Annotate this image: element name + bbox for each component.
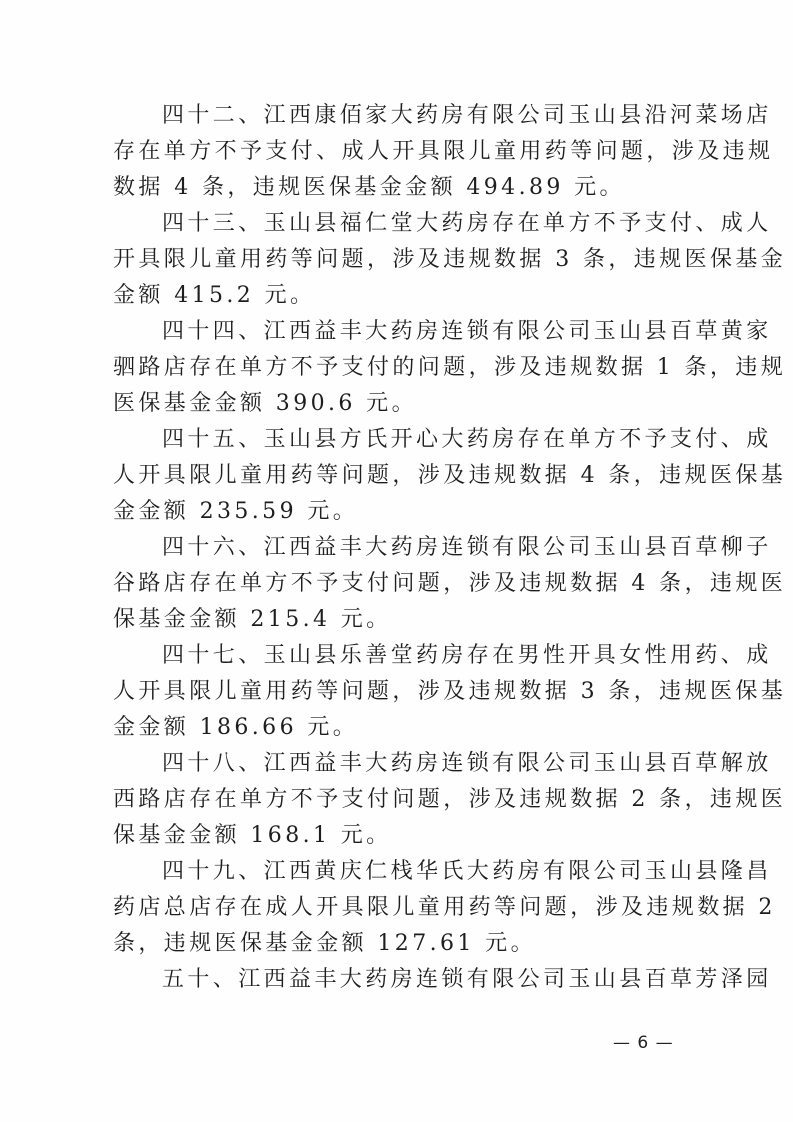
paragraph-48-line-2: 西路店存在单方不予支付问题，涉及违规数据 2 条，违规医 [113,787,787,812]
paragraph-43-line-1: 四十三、玉山县福仁堂大药房存在单方不予支付、成人 [162,211,772,236]
paragraph-46-line-2: 谷路店存在单方不予支付问题，涉及违规数据 4 条，违规医 [113,571,787,596]
page-number: — 6 — [613,1033,674,1053]
paragraph-43-line-2: 开具限儿童用药等问题，涉及违规数据 3 条，违规医保基金 [113,247,787,272]
paragraph-47-line-3: 金金额 186.66 元。 [113,715,359,740]
paragraph-42-line-2: 存在单方不予支付、成人开具限儿童用药等问题，涉及违规 [113,139,774,164]
paragraph-45-line-2: 人开具限儿童用药等问题，涉及违规数据 4 条，违规医保基 [113,463,787,488]
paragraph-43-line-3: 金额 415.2 元。 [113,283,316,308]
paragraph-47-line-1: 四十七、玉山县乐善堂药房存在男性开具女性用药、成 [162,643,772,668]
paragraph-42-line-3: 数据 4 条，违规医保基金金额 494.89 元。 [113,175,625,200]
paragraph-49-line-2: 药店总店存在成人开具限儿童用药等问题，涉及违规数据 2 [113,895,776,920]
paragraph-45-line-1: 四十五、玉山县方氏开心大药房存在单方不予支付、成 [162,427,772,452]
paragraph-49-line-3: 条，违规医保基金金额 127.61 元。 [113,931,536,956]
paragraph-46-line-1: 四十六、江西益丰大药房连锁有限公司玉山县百草柳子 [162,535,772,560]
paragraph-49-line-1: 四十九、江西黄庆仁栈华氏大药房有限公司玉山县隆昌 [162,859,772,884]
paragraph-44-line-1: 四十四、江西益丰大药房连锁有限公司玉山县百草黄家 [162,319,772,344]
paragraph-45-line-3: 金金额 235.59 元。 [113,499,359,524]
paragraph-48-line-3: 保基金金额 168.1 元。 [113,823,392,848]
paragraph-48-line-1: 四十八、江西益丰大药房连锁有限公司玉山县百草解放 [162,751,772,776]
paragraph-46-line-3: 保基金金额 215.4 元。 [113,607,392,632]
paragraph-44-line-3: 医保基金金额 390.6 元。 [113,391,417,416]
paragraph-50-line-1: 五十、江西益丰大药房连锁有限公司玉山县百草芳泽园 [162,967,772,992]
paragraph-42-line-1: 四十二、江西康佰家大药房有限公司玉山县沿河菜场店 [162,103,772,128]
paragraph-47-line-2: 人开具限儿童用药等问题，涉及违规数据 3 条，违规医保基 [113,679,787,704]
paragraph-44-line-2: 驷路店存在单方不予支付的问题，涉及违规数据 1 条，违规 [113,355,787,380]
